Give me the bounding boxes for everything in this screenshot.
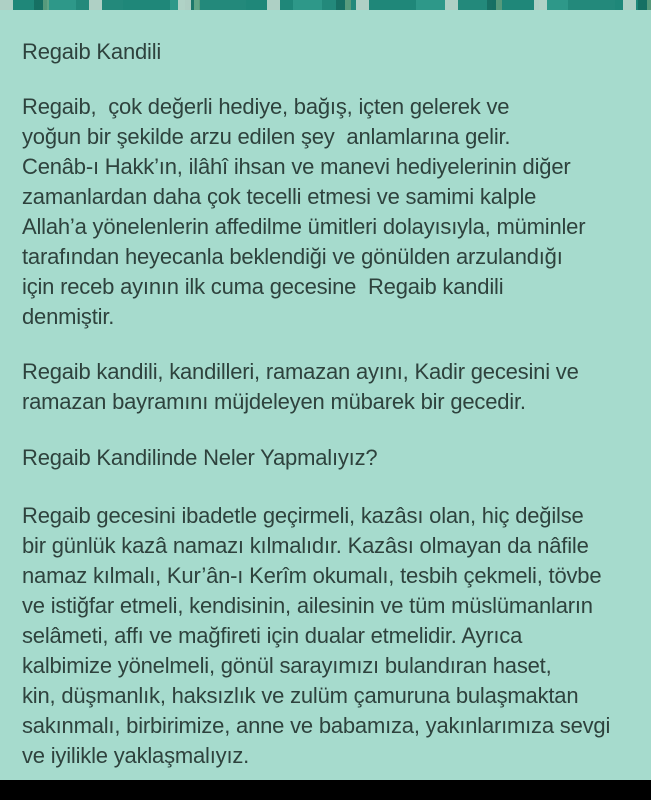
text-line: kin, düşmanlık, haksızlık ve zulüm çamuruna bulaşmaktan bbox=[22, 683, 579, 708]
bottom-letterbox-bar bbox=[0, 780, 651, 800]
text-line: Cenâb-ı Hakk’ın, ilâhî ihsan ve manevi hediyelerinin diğer bbox=[22, 154, 571, 179]
paragraph-definition bbox=[22, 92, 635, 332]
text-line: kalbimize yönelmeli, gönül sarayımızı bulandıran haset, bbox=[22, 653, 552, 678]
text-line: Regaib kandili, kandilleri, ramazan ayını, Kadir gecesini ve bbox=[22, 359, 579, 384]
text-line: sakınmalı, birbirimize, anne ve babamıza, yakınlarımıza sevgi bbox=[22, 713, 611, 738]
text-line: namaz kılmalı, Kur’ân-ı Kerîm okumalı, tesbih çekmeli, tövbe bbox=[22, 563, 602, 588]
text-line: denmiştir. bbox=[22, 304, 115, 329]
text-line: ve istiğfar etmeli, kendisinin, ailesinin ve tüm müslümanların bbox=[22, 593, 593, 618]
section-heading: Regaib Kandilinde Neler Yapmalıyız? bbox=[22, 445, 378, 470]
document-title: Regaib Kandili bbox=[22, 39, 162, 64]
text-line: tarafından heyecanla beklendiği ve gönülden arzulandığı bbox=[22, 244, 563, 269]
decorative-border-top bbox=[0, 0, 651, 10]
paragraph-blessed-night bbox=[22, 357, 635, 417]
text-line: Regaib, çok değerli hediye, bağış, içten gelerek ve bbox=[22, 94, 510, 119]
message-body bbox=[0, 10, 651, 780]
text-line: ramazan bayramını müjdeleyen mübarek bir gecedir. bbox=[22, 389, 526, 414]
text-line: bir günlük kazâ namazı kılmalıdır. Kazâsı olmayan da nâfile bbox=[22, 533, 589, 558]
text-line: ve iyilikle yaklaşmalıyız. bbox=[22, 743, 250, 768]
text-line: selâmeti, affı ve mağfireti için dualar etmelidir. Ayrıca bbox=[22, 623, 523, 648]
text-line: yoğun bir şekilde arzu edilen şey anlamlarına gelir. bbox=[22, 124, 511, 149]
text-line: Regaib gecesini ibadetle geçirmeli, kazâsı olan, hiç değilse bbox=[22, 503, 584, 528]
text-line: Allah’a yönelenlerin affedilme ümitleri dolayısıyla, müminler bbox=[22, 214, 586, 239]
paragraph-what-to-do bbox=[22, 501, 635, 771]
text-line: için receb ayının ilk cuma gecesine Regaib kandili bbox=[22, 274, 504, 299]
text-line: zamanlardan daha çok tecelli etmesi ve samimi kalple bbox=[22, 184, 537, 209]
